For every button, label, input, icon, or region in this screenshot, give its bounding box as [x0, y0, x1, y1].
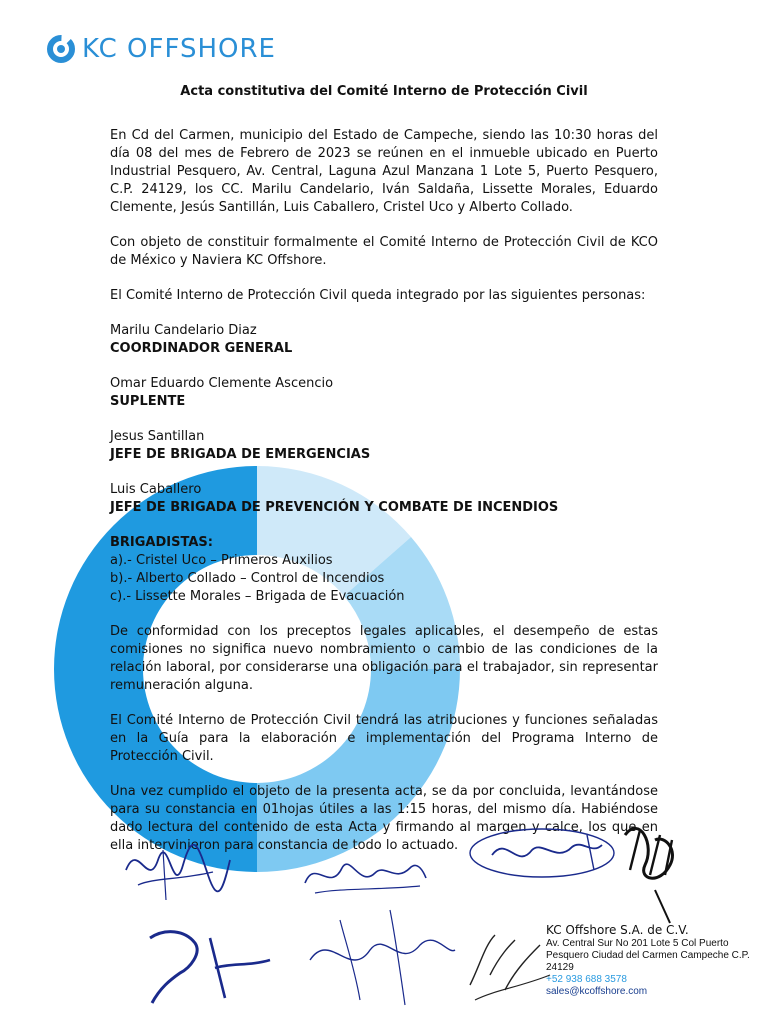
company-email-link[interactable]: sales@kcoffshore.com	[546, 986, 648, 997]
signature-5	[140, 908, 290, 1018]
signature-7	[460, 915, 560, 1015]
member-role: SUPLENTE	[110, 394, 186, 409]
objective-paragraph: Con objeto de constituir formalmente el Comité Interno de Protección Civil de KCO de México y Naviera KC Offshore.	[110, 235, 658, 268]
document-title: Acta constitutiva del Comité Interno de Protección Civil	[180, 84, 588, 99]
conformity-paragraph: De conformidad con los preceptos legales aplicables, el desempeño de estas comisiones no significa nuevo nombramiento o cambio de las condiciones de la relación laboral, por considerarse una obligación para el trabajador, sin representar remuneración alguna.	[110, 624, 658, 693]
member-fire-chief	[110, 481, 658, 517]
member-name: Marilu Candelario Diaz	[110, 323, 257, 338]
attributions-paragraph: El Comité Interno de Protección Civil tendrá las atribuciones y funciones señaladas en la Guía para la elaboración e implementación del Programa Interno de Protección Civil.	[110, 713, 658, 764]
member-name: Omar Eduardo Clemente Ascencio	[110, 376, 334, 391]
member-name: Jesus Santillan	[110, 429, 205, 444]
brigadista-item: a).- Cristel Uco – Primeros Auxilios	[110, 553, 333, 568]
member-role: JEFE DE BRIGADA DE PREVENCIÓN Y COMBATE DE INCENDIOS	[110, 500, 559, 515]
brigadista-item: b).- Alberto Collado – Control de Incendios	[110, 571, 385, 586]
signature-2	[300, 838, 430, 908]
member-role: JEFE DE BRIGADA DE EMERGENCIAS	[110, 447, 371, 462]
document-body	[110, 83, 658, 872]
company-address: Av. Central Sur No 201 Lote 5 Col Puerto Pesquero Ciudad del Carmen Campeche C.P. 24129	[546, 938, 750, 973]
signature-1	[118, 830, 238, 910]
integration-paragraph: El Comité Interno de Protección Civil queda integrado por las siguientes personas:	[110, 288, 646, 303]
company-footer	[546, 923, 756, 998]
signature-4	[610, 805, 690, 925]
logo-text: KC OFFSHORE	[82, 34, 276, 64]
signature-3	[462, 815, 622, 885]
closing-paragraph: Una vez cumplido el objeto de la presenta acta, se da por concluida, levantándose para su constancia en 01hojas útiles a las 1:15 horas, del mismo día. Habiéndose dado lectura del contenido de esta Acta y firmando al margen y calce, los que en ella intervinieron para constancia de todo lo actuado.	[110, 784, 658, 853]
member-name: Luis Caballero	[110, 482, 202, 497]
company-name: KC Offshore S.A. de C.V.	[546, 923, 689, 937]
member-role: COORDINADOR GENERAL	[110, 341, 293, 356]
intro-paragraph: En Cd del Carmen, municipio del Estado de Campeche, siendo las 10:30 horas del día 08 del mes de Febrero de 2023 se reúnen en el inmueble ubicado en Puerto Industrial Pesquero, Av. Central, Laguna Azul Manzana 1 Lote 5, Puerto Pesquero, C.P. 24129, los CC. Marilu Candelario, Iván Saldaña, Lissette Morales, Eduardo Clemente, Jesús Santillán, Luis Caballero, Cristel Uco y Alberto Collado.	[110, 128, 658, 215]
brigadistas-list	[110, 534, 658, 606]
signature-6	[300, 900, 460, 1010]
member-emergency-chief	[110, 428, 658, 464]
company-phone: +52 938 688 3578	[546, 974, 627, 985]
brigadista-item: c).- Lissette Morales – Brigada de Evacuación	[110, 589, 405, 604]
brigadistas-title: BRIGADISTAS:	[110, 535, 213, 550]
logo-ring-icon	[46, 34, 76, 64]
member-coordinator	[110, 322, 658, 358]
member-substitute	[110, 375, 658, 411]
kc-offshore-logo	[46, 32, 276, 66]
